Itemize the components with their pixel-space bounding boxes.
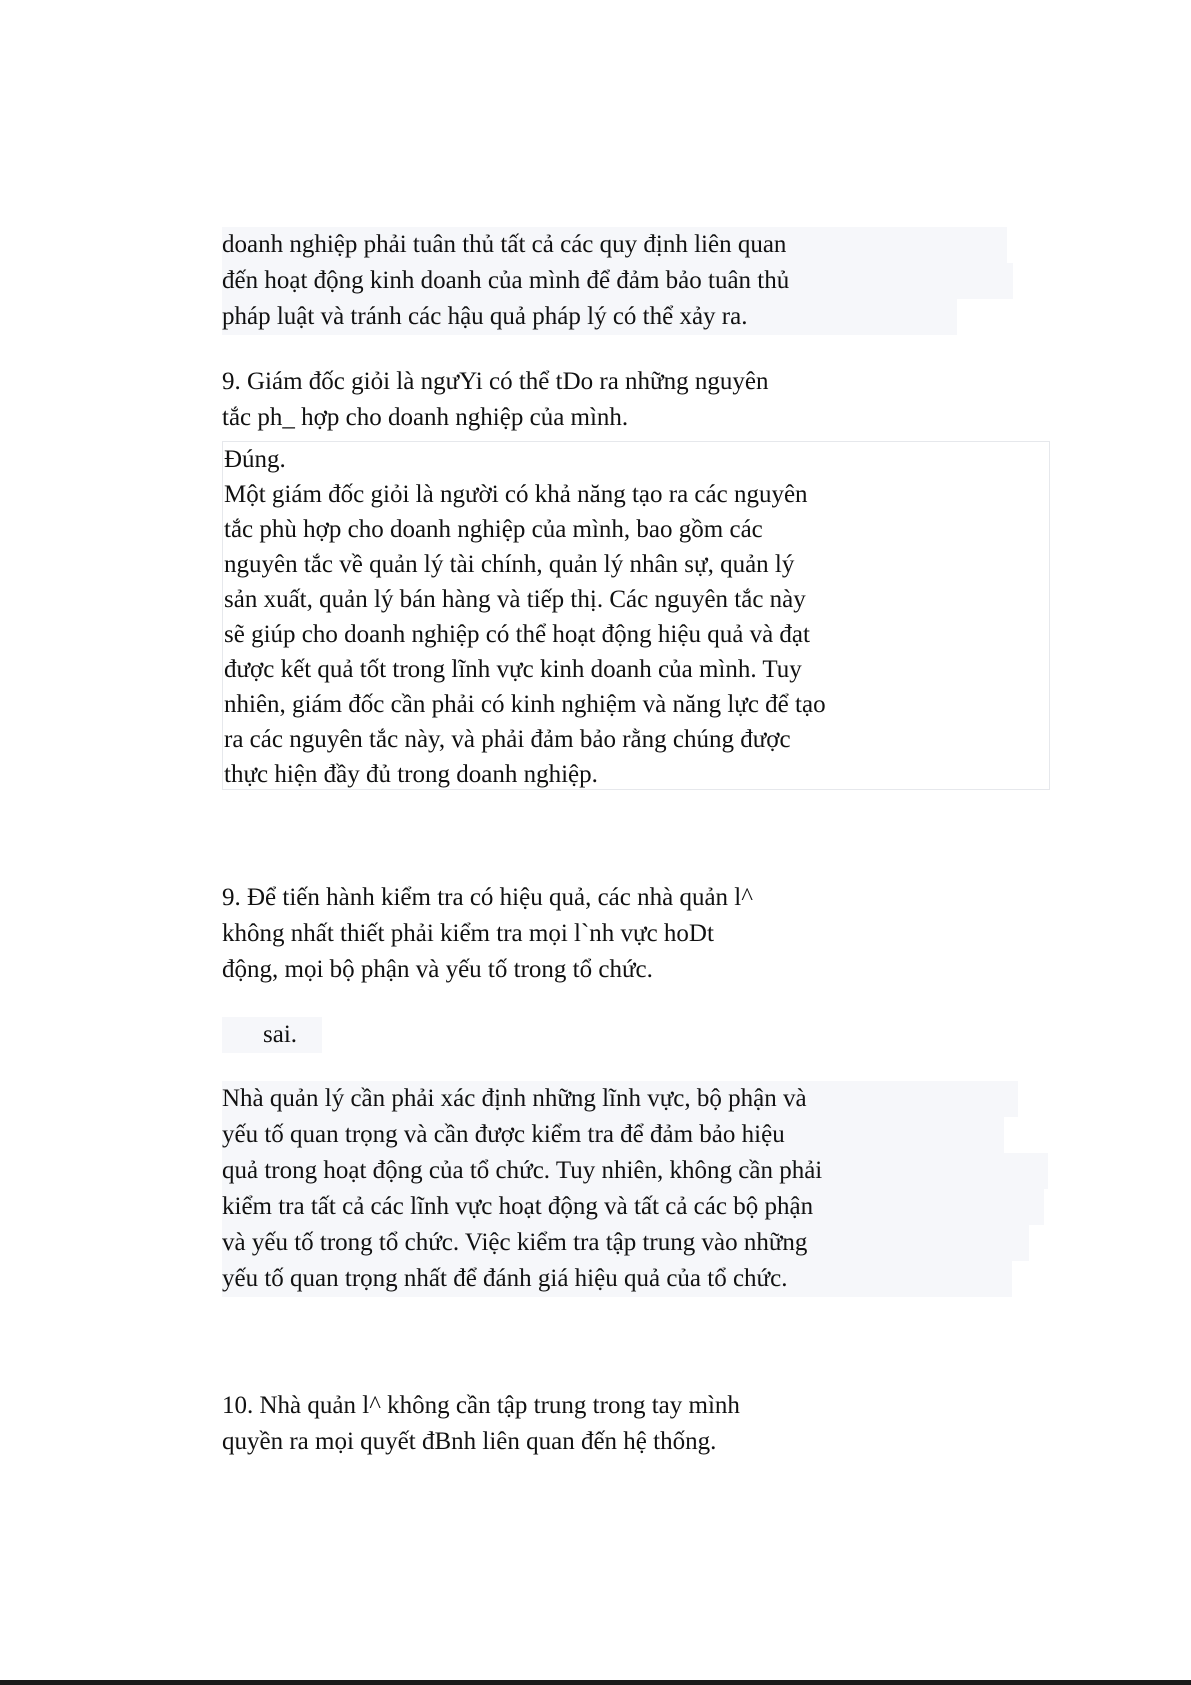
answer-line: và yếu tố trong tổ chức. Việc kiểm tra tập trung vào những: [222, 1225, 1029, 1261]
answer-line: ra các nguyên tắc này, và phải đảm bảo rằng chúng được: [224, 726, 791, 753]
answer-9b-verdict: sai.: [222, 1017, 322, 1053]
answer-line: thực hiện đầy đủ trong doanh nghiệp.: [224, 761, 598, 788]
answer-line: nhiên, giám đốc cần phải có kinh nghiệm và năng lực để tạo: [224, 691, 826, 718]
question-line: động, mọi bộ phận và yếu tố trong tổ chức.: [222, 956, 653, 983]
page-bottom-rule: [0, 1680, 1191, 1685]
answer-line: tắc phù hợp cho doanh nghiệp của mình, bao gồm các: [224, 516, 763, 543]
answer-line: yếu tố quan trọng nhất để đánh giá hiệu quả của tổ chức.: [222, 1261, 1012, 1297]
answer-line: quả trong hoạt động của tổ chức. Tuy nhiên, không cần phải: [222, 1153, 1048, 1189]
question-9b: [222, 880, 753, 988]
question-9a: [222, 364, 768, 436]
answer-verdict: Đúng.: [224, 446, 286, 473]
question-line: không nhất thiết phải kiểm tra mọi l`nh vực hoDt: [222, 920, 714, 947]
question-line: quyền ra mọi quyết đBnh liên quan đến hệ thống.: [222, 1428, 717, 1455]
intro-paragraph: [222, 227, 1013, 335]
paragraph-line: doanh nghiệp phải tuân thủ tất cả các quy định liên quan: [222, 227, 1007, 263]
paragraph-line: đến hoạt động kinh doanh của mình để đảm bảo tuân thủ: [222, 263, 1013, 299]
answer-line: sản xuất, quản lý bán hàng và tiếp thị. Các nguyên tắc này: [224, 586, 806, 613]
answer-line: sẽ giúp cho doanh nghiệp có thể hoạt động hiệu quả và đạt: [224, 621, 810, 648]
question-line: 9. Giám đốc giỏi là ngưYi có thể tDo ra những nguyên: [222, 368, 769, 395]
answer-line: kiểm tra tất cả các lĩnh vực hoạt động và tất cả các bộ phận: [222, 1189, 1044, 1225]
answer-line: Nhà quản lý cần phải xác định những lĩnh vực, bộ phận và: [222, 1081, 1018, 1117]
answer-line: yếu tố quan trọng và cần được kiểm tra để đảm bảo hiệu: [222, 1117, 1004, 1153]
answer-9b-explanation: [222, 1081, 1048, 1297]
question-10: [222, 1388, 740, 1460]
question-line: 10. Nhà quản l^ không cần tập trung trong tay mình: [222, 1392, 740, 1419]
answer-line: được kết quả tốt trong lĩnh vực kinh doanh của mình. Tuy: [224, 656, 802, 683]
answer-line: Một giám đốc giỏi là người có khả năng tạo ra các nguyên: [224, 481, 808, 508]
question-line: 9. Để tiến hành kiểm tra có hiệu quả, các nhà quản l^: [222, 884, 753, 911]
question-line: tắc ph_ hợp cho doanh nghiệp của mình.: [222, 404, 629, 431]
answer-line: nguyên tắc về quản lý tài chính, quản lý nhân sự, quản lý: [224, 551, 795, 578]
answer-9a-box: [222, 441, 1050, 790]
paragraph-line: pháp luật và tránh các hậu quả pháp lý có thể xảy ra.: [222, 299, 957, 335]
